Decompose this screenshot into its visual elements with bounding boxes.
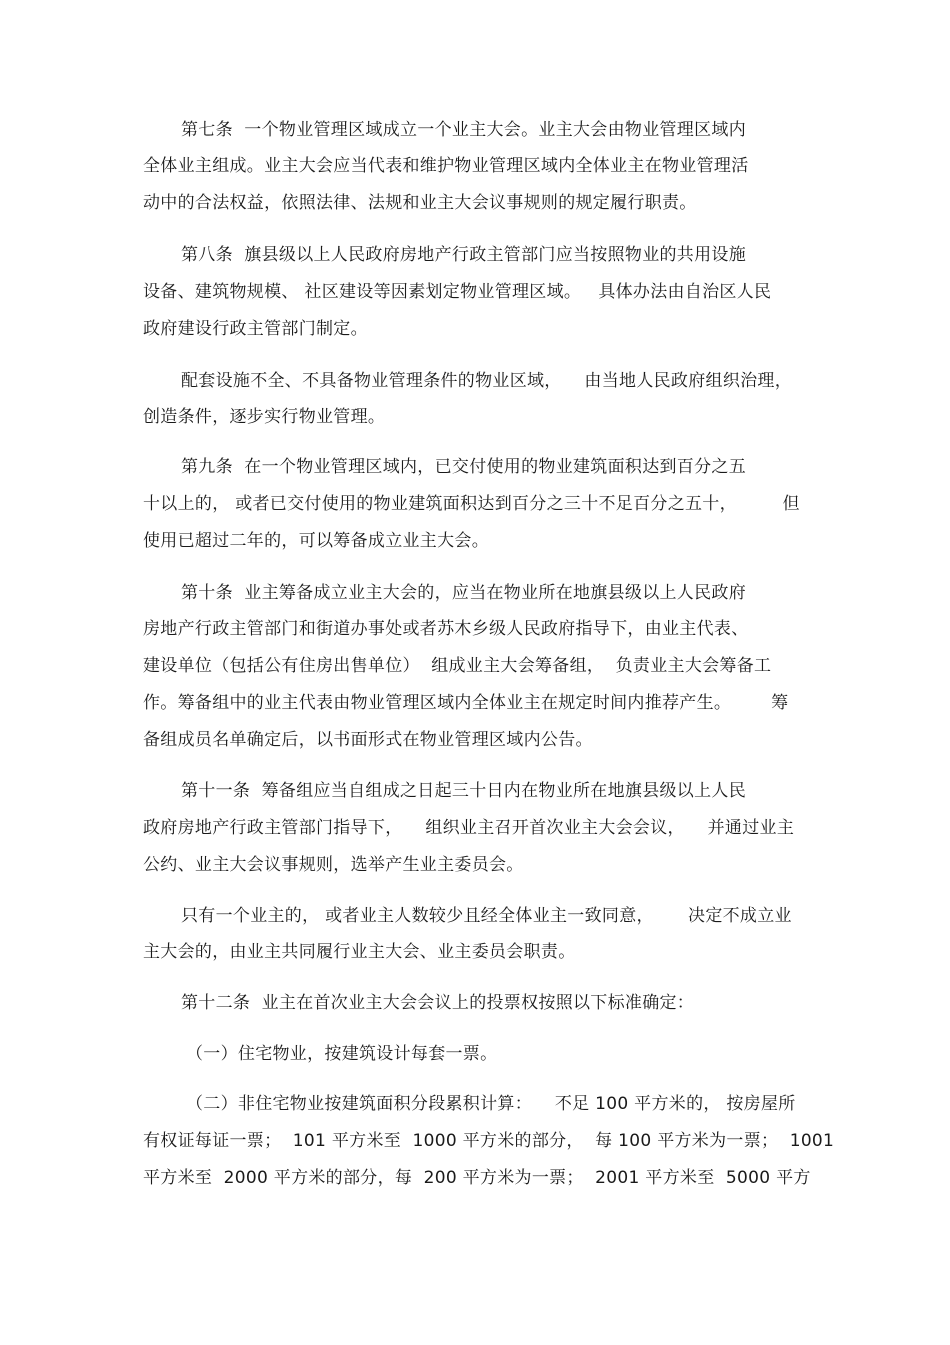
article-10-line-4: 作。筹备组中的业主代表由物业管理区域内全体业主在规定时间内推荐产生。 筹 xyxy=(143,693,789,713)
article-12-item-2-line-2: 有权证每证一票； 101 平方米至 1000 平方米的部分， 每 100 平方米为一票； 1001 xyxy=(143,1131,835,1151)
article-10-line-5: 备组成员名单确定后，以书面形式在物业管理区域内公告。 xyxy=(143,730,593,750)
article-8-para-2-line-1: 配套设施不全、不具备物业管理条件的物业区域， 由当地人民政府组织治理， xyxy=(181,371,793,391)
article-12-item-1-line: （一）住宅物业，按建筑设计每套一票。 xyxy=(186,1044,498,1064)
article-11-line-1: 第十一条 筹备组应当自组成之日起三十日内在物业所在地旗县级以上人民 xyxy=(181,781,747,801)
article-8-para-2-line-2: 创造条件，逐步实行物业管理。 xyxy=(143,407,386,427)
article-7-line-2: 全体业主组成。业主大会应当代表和维护物业管理区域内全体业主在物业管理活 xyxy=(143,156,749,176)
article-8-line-2: 设备、建筑物规模、 社区建设等因素划定物业管理区域。 具体办法由自治区人民 xyxy=(143,282,772,302)
article-10-line-1: 第十条 业主筹备成立业主大会的，应当在物业所在地旗县级以上人民政府 xyxy=(181,583,747,603)
article-11-para-2-line-2: 主大会的，由业主共同履行业主大会、业主委员会职责。 xyxy=(143,942,576,962)
article-9-line-3: 使用已超过二年的，可以筹备成立业主大会。 xyxy=(143,531,489,551)
article-12-item-2-line-3: 平方米至 2000 平方米的部分，每 200 平方米为一票； 2001 平方米至 5000 平方 xyxy=(143,1168,811,1188)
article-8-line-1: 第八条 旗县级以上人民政府房地产行政主管部门应当按照物业的共用设施 xyxy=(181,245,747,265)
article-11-line-2: 政府房地产行政主管部门指导下， 组织业主召开首次业主大会会议， 并通过业主 xyxy=(143,818,795,838)
article-12-item-2-line-1: （二）非住宅物业按建筑面积分段累积计算： 不足 100 平方米的， 按房屋所 xyxy=(186,1094,796,1114)
article-10-line-3: 建设单位（包括公有住房出售单位） 组成业主大会筹备组， 负责业主大会筹备工 xyxy=(143,656,772,676)
article-11-line-3: 公约、业主大会议事规则，选举产生业主委员会。 xyxy=(143,855,524,875)
article-9-line-1: 第九条 在一个物业管理区域内，已交付使用的物业建筑面积达到百分之五 xyxy=(181,457,747,477)
article-10-line-2: 房地产行政主管部门和街道办事处或者苏木乡级人民政府指导下，由业主代表、 xyxy=(143,619,749,639)
article-12-heading-line: 第十二条 业主在首次业主大会会议上的投票权按照以下标准确定： xyxy=(181,993,695,1013)
article-8-line-3: 政府建设行政主管部门制定。 xyxy=(143,319,368,339)
article-11-para-2-line-1: 只有一个业主的， 或者业主人数较少且经全体业主一致同意， 决定不成立业 xyxy=(181,906,792,926)
article-9-line-2: 十以上的， 或者已交付使用的物业建筑面积达到百分之三十不足百分之五十， 但 xyxy=(143,494,800,514)
article-7-line-3: 动中的合法权益，依照法律、法规和业主大会议事规则的规定履行职责。 xyxy=(143,193,697,213)
article-7-line-1: 第七条 一个物业管理区域成立一个业主大会。业主大会由物业管理区域内 xyxy=(181,120,747,140)
